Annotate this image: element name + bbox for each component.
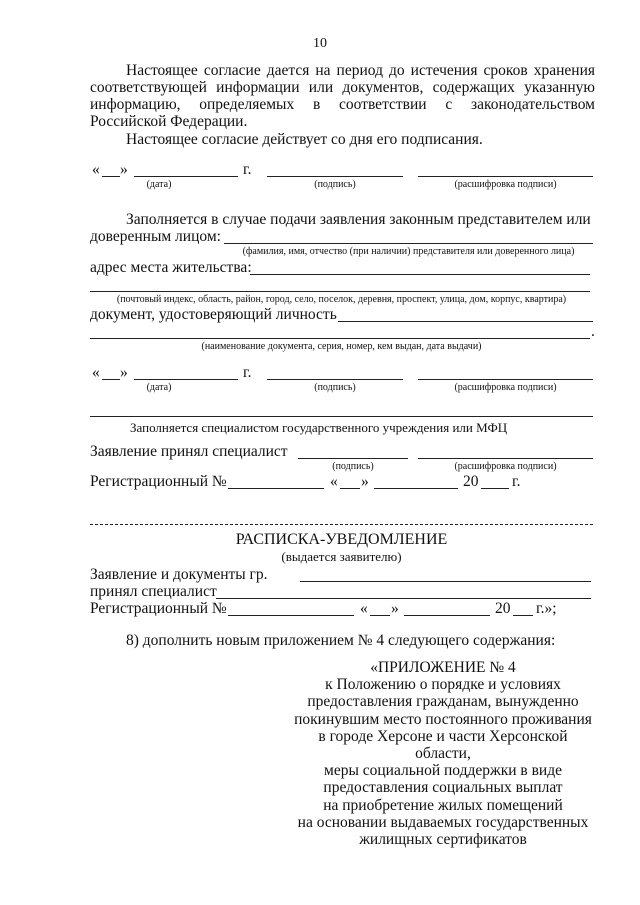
- year-suffix: г.: [243, 364, 252, 381]
- specialist-reg-label: Регистрационный №: [90, 473, 227, 490]
- date-open-quote: «: [92, 364, 100, 381]
- specialist-decode-caption: (расшифровка подписи): [454, 461, 557, 472]
- specialist-reg-number-field[interactable]: [228, 488, 324, 489]
- receipt-year-field[interactable]: [513, 615, 533, 616]
- receipt-accepted-label: принял специалист: [90, 583, 217, 600]
- receipt-reg-label: Регистрационный №: [90, 600, 227, 617]
- specialist-signature-field[interactable]: [298, 458, 408, 459]
- specialist-day-field[interactable]: [340, 488, 360, 489]
- address-label: адрес места жительства:: [90, 259, 252, 276]
- appendix-line: покинувшим место постоянного проживания: [294, 710, 592, 728]
- date-close-quote: »: [120, 364, 128, 381]
- date-month-field[interactable]: [134, 176, 238, 177]
- receipt-open-quote: «: [360, 600, 368, 617]
- appendix-line: предоставления гражданам, вынужденно: [307, 693, 579, 711]
- specialist-accepted-label: Заявление принял специалист: [90, 443, 288, 460]
- signature-decode-caption: (расшифровка подписи): [454, 382, 557, 393]
- appendix-line: на приобретение жилых помещений: [323, 796, 563, 814]
- representative-intro-line2: доверенным лицом:: [90, 228, 221, 245]
- receipt-year-prefix: 20: [495, 600, 511, 617]
- appendix-line: предоставления социальных выплат: [323, 779, 563, 797]
- representative-intro-line1: Заполняется в случае подачи заявления законным представителем или: [126, 211, 591, 228]
- address-field-line2[interactable]: [90, 291, 590, 292]
- id-document-end-period: .: [591, 323, 595, 340]
- representative-fio-field[interactable]: [224, 243, 593, 244]
- specialist-open-quote: «: [330, 473, 338, 490]
- receipt-citizen-field[interactable]: [300, 581, 591, 582]
- id-document-field-line2[interactable]: [90, 338, 590, 339]
- receipt-subtitle: (выдается заявителю): [281, 549, 402, 564]
- year-suffix: г.: [243, 161, 252, 178]
- date-close-quote: »: [120, 161, 128, 178]
- receipt-day-field[interactable]: [370, 615, 390, 616]
- receipt-reg-number-field[interactable]: [228, 615, 354, 616]
- appendix-line: меры социальной поддержки в виде: [324, 762, 562, 780]
- receipt-specialist-field[interactable]: [216, 598, 591, 599]
- receipt-year-suffix: г.»;: [536, 600, 557, 617]
- consent-period-paragraph: Настоящее согласие дается на период до истечения сроков хранения соответствующей информации или документов, содержащих указанную информацию, определяемых в соответствии с законодательством Российской Федерации.: [90, 62, 595, 130]
- date-open-quote: «: [92, 161, 100, 178]
- signature-caption: (подпись): [314, 179, 356, 190]
- specialist-signature-caption: (подпись): [332, 461, 374, 472]
- receipt-title: РАСПИСКА-УВЕДОМЛЕНИЕ: [235, 531, 448, 548]
- signature-caption: (подпись): [314, 382, 356, 393]
- section-divider: [90, 416, 593, 417]
- signature-decode-field[interactable]: [418, 176, 593, 177]
- amendment-text: 8) дополнить новым приложением № 4 следующего содержания:: [126, 632, 556, 649]
- specialist-year-field[interactable]: [481, 488, 509, 489]
- signature-decode-field[interactable]: [418, 379, 593, 380]
- signature-field[interactable]: [267, 176, 403, 177]
- date-month-field[interactable]: [134, 379, 238, 380]
- page-number: 10: [313, 36, 327, 51]
- address-field[interactable]: [250, 274, 590, 275]
- appendix-heading: [293, 659, 593, 848]
- appendix-line: на основании выдаваемых государственных: [297, 813, 589, 831]
- specialist-header: Заполняется специалистом государственного учреждения или МФЦ: [130, 420, 508, 435]
- date-day-field[interactable]: [102, 379, 120, 380]
- cut-line: [90, 524, 593, 525]
- specialist-year-prefix: 20: [463, 473, 479, 490]
- consent-effective-paragraph: Настоящее согласие действует со дня его подписания.: [126, 131, 483, 148]
- appendix-line: «ПРИЛОЖЕНИЕ № 4: [370, 659, 516, 676]
- specialist-decode-field[interactable]: [418, 458, 593, 459]
- specialist-close-quote: »: [361, 473, 369, 490]
- id-document-label: документ, удостоверяющий личность: [90, 306, 337, 323]
- receipt-docs-label: Заявление и документы гр.: [90, 566, 268, 583]
- id-document-caption: (наименование документа, серия, номер, кем выдан, дата выдачи): [201, 341, 482, 352]
- representative-fio-caption: (фамилия, имя, отчество (при наличии) представителя или доверенного лица): [242, 246, 575, 257]
- appendix-line: жилищных сертификатов: [359, 831, 527, 849]
- specialist-month-field[interactable]: [374, 488, 458, 489]
- signature-field[interactable]: [267, 379, 403, 380]
- id-document-field[interactable]: [338, 321, 593, 322]
- date-day-field[interactable]: [102, 176, 120, 177]
- date-caption: (дата): [146, 382, 172, 393]
- appendix-line: в городе Херсоне и части Херсонской области,: [318, 727, 568, 763]
- receipt-close-quote: »: [391, 600, 399, 617]
- address-caption: (почтовый индекс, область, район, город, село, поселок, деревня, проспект, улица, дом, корпус, квартира): [116, 294, 567, 305]
- date-caption: (дата): [146, 179, 172, 190]
- receipt-month-field[interactable]: [404, 615, 490, 616]
- appendix-line: к Положению о порядке и условиях: [325, 676, 561, 694]
- specialist-year-suffix: г.: [512, 473, 521, 490]
- signature-decode-caption: (расшифровка подписи): [454, 179, 557, 190]
